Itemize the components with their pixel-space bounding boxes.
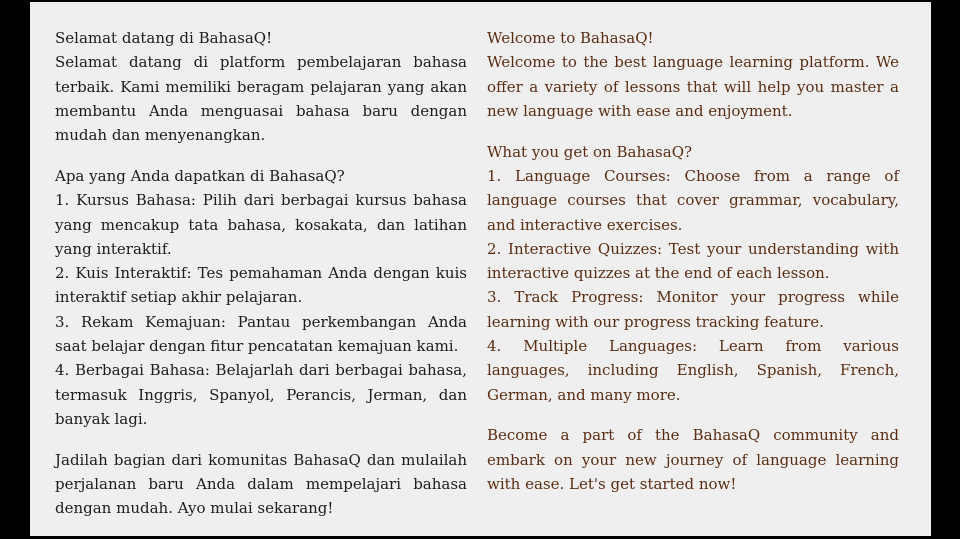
english-title: Welcome to BahasaQ! bbox=[487, 29, 654, 47]
english-column bbox=[487, 26, 899, 496]
indonesian-intro: Selamat datang di platform pembelajaran bahasa terbaik. Kami memiliki beragam pelajaran yang akan membantu Anda menguasai bahasa baru dengan mudah dan menyenangkan. bbox=[55, 53, 467, 145]
indonesian-feature-4: 4. Berbagai Bahasa: Belajarlah dari berbagai bahasa, termasuk Inggris, Spanyol, Perancis, Jerman, dan banyak lagi. bbox=[55, 361, 467, 428]
indonesian-features-heading: Apa yang Anda dapatkan di BahasaQ? bbox=[55, 166, 345, 185]
english-closing: Become a part of the BahasaQ community and embark on your new journey of language learning with ease. Let's get started now! bbox=[487, 426, 899, 494]
indonesian-column bbox=[55, 26, 467, 521]
english-intro: Welcome to the best language learning platform. We offer a variety of lessons that will help you master a new language with ease and enjoyment. bbox=[487, 53, 899, 120]
indonesian-title: Selamat datang di BahasaQ! bbox=[55, 29, 273, 47]
indonesian-feature-1: 1. Kursus Bahasa: Pilih dari berbagai kursus bahasa yang mencakup tata bahasa, kosakata, dan latihan yang interaktif. bbox=[55, 191, 467, 258]
indonesian-closing: Jadilah bagian dari komunitas BahasaQ dan mulailah perjalanan baru Anda dalam mempelajari bahasa dengan mudah. Ayo mulai sekarang! bbox=[55, 450, 467, 518]
english-feature-3: 3. Track Progress: Monitor your progress while learning with our progress tracking feature. bbox=[487, 288, 899, 331]
english-features-heading: What you get on BahasaQ? bbox=[487, 142, 693, 161]
english-feature-2: 2. Interactive Quizzes: Test your understanding with interactive quizzes at the end of each lesson. bbox=[487, 239, 899, 283]
english-feature-4: 4. Multiple Languages: Learn from various languages, including English, Spanish, French, German, and many more. bbox=[487, 337, 899, 404]
indonesian-feature-2: 2. Kuis Interaktif: Tes pemahaman Anda dengan kuis interaktif setiap akhir pelajaran. bbox=[55, 264, 467, 307]
english-feature-1: 1. Language Courses: Choose from a range of language courses that cover grammar, vocabulary, and interactive exercises. bbox=[487, 166, 899, 234]
indonesian-feature-3: 3. Rekam Kemajuan: Pantau perkembangan Anda saat belajar dengan fitur pencatatan kemajuan kami. bbox=[55, 312, 467, 356]
document-page bbox=[30, 2, 931, 536]
